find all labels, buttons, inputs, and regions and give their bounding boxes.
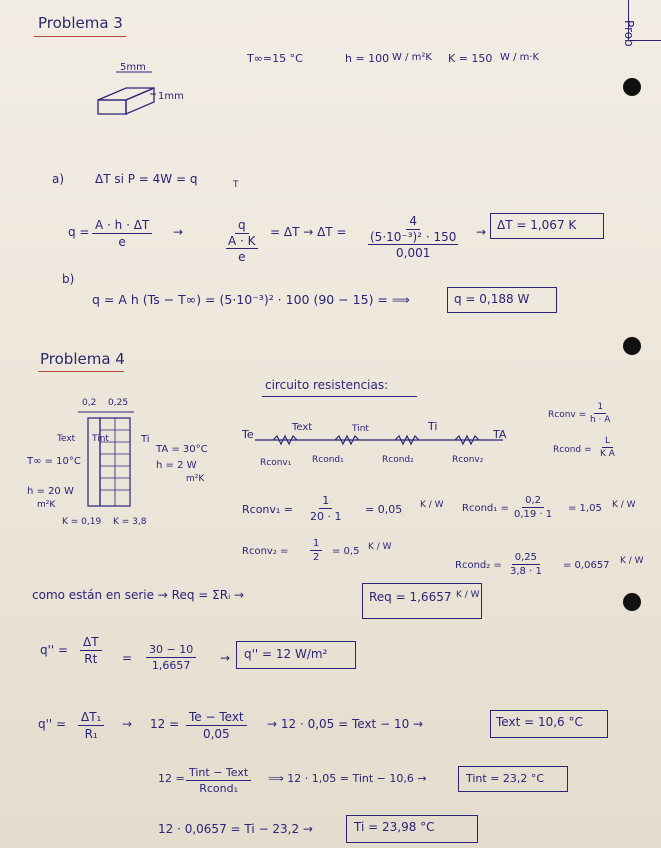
q2-twelve: 12 =: [150, 717, 180, 731]
t3-num: Tint − Text: [186, 766, 251, 781]
t3-step: ⟹ 12 · 1,05 = Tint − 10,6 →: [268, 772, 427, 785]
rcond2-den: 3,8 · 1: [510, 566, 542, 577]
rconv2-fraction: [310, 538, 322, 563]
q2-num-2: Te − Text: [186, 710, 247, 726]
series-statement: como están en serie → Req = ΣRᵢ →: [32, 588, 245, 602]
def-rconv-lhs: Rconv =: [548, 410, 587, 420]
eq1-arrow: →: [173, 225, 184, 239]
margin-tab-label: Prob: [622, 20, 636, 47]
answer-ti: Ti = 23,98 °C: [354, 820, 435, 834]
answer-b: q = 0,188 W: [454, 292, 530, 306]
binder-hole-bottom: [623, 593, 641, 611]
rcond1-fraction: [514, 495, 552, 520]
rcond1-lhs: Rcond₁ =: [462, 503, 509, 514]
part-a-label: a): [52, 172, 65, 186]
q2-lhs: q'' =: [38, 717, 67, 731]
rconv2-lhs: Rconv₂ =: [242, 546, 289, 557]
rconv1-den: 20 · 1: [310, 510, 342, 523]
rconv2-num: 1: [310, 538, 322, 551]
def-rcond-num: L: [602, 436, 613, 448]
node-text: Text: [292, 422, 313, 433]
rcond1-num: 0,2: [522, 495, 544, 508]
eq1-fraction: [92, 218, 152, 249]
given-k-unit: W / m·K: [500, 52, 540, 63]
eq3-arrow: →: [476, 225, 487, 239]
q-lhs: q'' =: [40, 643, 69, 657]
wall-label-h2-unit: m²K: [186, 474, 205, 484]
q-num-2: 30 − 10: [146, 643, 196, 658]
given-h: h = 100: [345, 52, 390, 65]
node-te: Te: [242, 428, 254, 441]
given-k: K = 150: [448, 52, 493, 65]
rcond2-lhs: Rcond₂ =: [455, 560, 502, 571]
def-rconv-num: 1: [594, 402, 606, 414]
given-temperature: T∞=15 °C: [247, 52, 303, 65]
answer-q: q'' = 12 W/m²: [244, 647, 328, 661]
q2-fraction-2: [186, 710, 247, 741]
q-den: Rt: [84, 652, 98, 666]
wall-label-k2: K = 3,8: [113, 517, 147, 527]
wall-thickness-2: 0,25: [108, 398, 129, 408]
wall-label-tinf: T∞ = 10°C: [27, 456, 81, 467]
def-rcond-den: K A: [600, 449, 615, 459]
answer-req-unit: K / W: [456, 590, 480, 600]
part-b-label: b): [62, 272, 75, 286]
wall-label-k1: K = 0,19: [62, 517, 102, 527]
node-ta: TA: [493, 428, 507, 441]
eq2-numerator: q: [235, 218, 249, 234]
q-fraction-2: [146, 643, 196, 672]
t4-step: 12 · 0,0657 = Ti − 23,2 →: [158, 822, 313, 836]
wall-label-ta: TA = 30°C: [156, 444, 208, 455]
wall-label-tint: Tint: [92, 434, 109, 444]
part-a-subscript: T: [233, 180, 239, 190]
eq3-denominator-2: 0,001: [396, 246, 431, 260]
q2-num: ΔT₁: [78, 710, 104, 726]
q2-fraction: [78, 710, 104, 741]
rcond2-fraction: [510, 552, 542, 577]
circuit-title-underline: [262, 396, 417, 397]
q2-step: → 12 · 0,05 = Text − 10 →: [267, 717, 424, 731]
eq2-fraction: [226, 218, 258, 264]
part-a-statement: ΔT si P = 4W = q: [95, 172, 198, 186]
q2-den-2: 0,05: [202, 727, 230, 741]
dimension-thickness: 1mm: [158, 91, 184, 102]
node-tint: Tint: [352, 424, 369, 434]
eq2-denominator-bottom: e: [238, 250, 246, 264]
rconv1-lhs: Rconv₁ =: [242, 503, 294, 516]
rcond1-den: 0,19 · 1: [514, 509, 553, 520]
binder-hole-top: [623, 78, 641, 96]
q-equals: =: [122, 651, 133, 665]
rconv2-value: = 0,5: [332, 546, 360, 557]
eq1-numerator: A · h · ΔT: [92, 218, 152, 234]
q-num: ΔT: [80, 635, 102, 651]
q2-arrow: →: [122, 717, 133, 731]
circuit-title: circuito resistencias:: [265, 378, 389, 392]
wall-label-text: Text: [57, 434, 76, 444]
wall-label-h: h = 20 W: [27, 486, 74, 497]
rconv1-unit: K / W: [420, 500, 444, 510]
eq3-fraction: [368, 214, 458, 260]
eq1-lhs: q =: [68, 225, 90, 239]
given-h-unit: W / m²K: [392, 52, 432, 63]
rcond2-num: 0,25: [512, 552, 540, 565]
eq-b: q = A h (Ts − T∞) = (5·10⁻³)² · 100 (90 − 15) = ⟹: [92, 292, 410, 307]
wall-label-h-unit: m²K: [37, 500, 56, 510]
rconv2-den: 2: [313, 552, 320, 563]
def-rcond-lhs: Rcond =: [553, 445, 592, 455]
q-fraction: [80, 635, 102, 666]
def-rconv-fraction: [590, 402, 610, 425]
eq3-denominator: (5·10⁻³)² · 150: [370, 230, 457, 244]
eq2-denominator-top: A · K: [228, 234, 256, 248]
t3-twelve: 12 =: [158, 772, 185, 785]
def-rcond-fraction: [600, 436, 615, 459]
answer-a: ΔT = 1,067 K: [497, 218, 577, 232]
res-cond2: Rcond₂: [382, 455, 414, 465]
answer-text: Text = 10,6 °C: [496, 715, 583, 729]
eq1-denominator: e: [118, 235, 126, 249]
rconv1-value: = 0,05: [365, 503, 403, 516]
wall-thickness-1: 0,2: [82, 398, 97, 408]
answer-req: Req = 1,6657: [369, 590, 452, 604]
margin-tab-border: [628, 0, 661, 41]
problem4-title: Problema 4: [40, 350, 125, 368]
q2-den: R₁: [84, 727, 98, 741]
rconv1-num: 1: [319, 494, 332, 509]
wall-label-h2: h = 2 W: [156, 460, 197, 471]
composite-wall-sketch: [78, 410, 138, 510]
rconv2-unit: K / W: [368, 542, 392, 552]
rcond2-value: = 0,0657: [563, 560, 610, 571]
node-ti: Ti: [428, 420, 438, 433]
def-rconv-den: h · A: [590, 415, 611, 425]
t3-fraction: [186, 766, 251, 795]
plate-sketch: [90, 58, 210, 128]
binder-hole-middle: [623, 337, 641, 355]
eq2-middle: = ΔT → ΔT =: [270, 225, 347, 239]
res-conv2: Rconv₂: [452, 455, 484, 465]
res-cond1: Rcond₁: [312, 455, 344, 465]
t3-den: Rcond₁: [199, 782, 238, 795]
problem3-title: Problema 3: [38, 14, 123, 32]
problem3-title-underline: [34, 36, 126, 37]
rcond1-value: = 1,05: [568, 503, 602, 514]
rcond2-unit: K / W: [620, 556, 644, 566]
problem4-title-underline: [38, 371, 124, 372]
res-conv1: Rconv₁: [260, 458, 292, 468]
q-den-2: 1,6657: [151, 659, 191, 672]
wall-label-ti: Ti: [141, 434, 150, 445]
rcond1-unit: K / W: [612, 500, 636, 510]
q-arrow: →: [220, 651, 231, 665]
rconv1-fraction: [310, 494, 342, 523]
answer-tint: Tint = 23,2 °C: [466, 772, 545, 785]
dimension-width: 5mm: [120, 62, 146, 73]
eq3-numerator: 4: [406, 214, 420, 230]
